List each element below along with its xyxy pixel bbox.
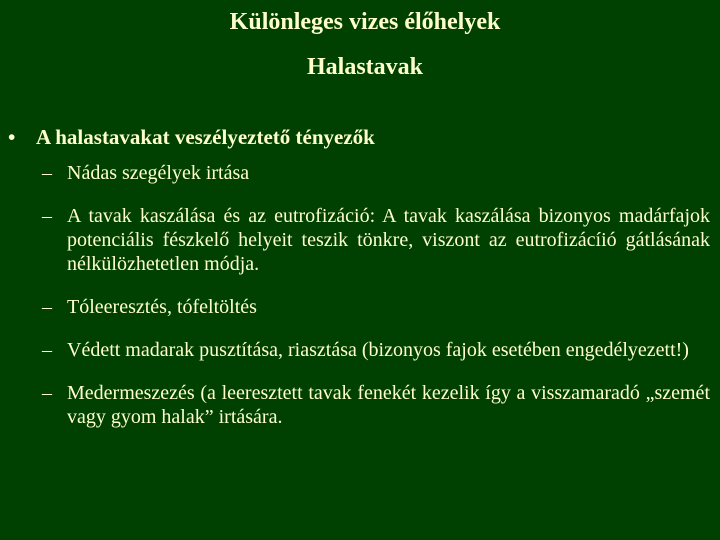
sub-bullet-text: A tavak kaszálása és az eutrofizáció: A tavak kaszálása bizonyos madárfajok potenciális fészkelő helyeit teszik tönkre, viszont az eutrofizácíió gátlásának nélkülözhetetlen módja. [67,205,710,275]
sub-bullet-text: Nádas szegélyek irtása [67,162,250,184]
dash-icon: – [42,205,52,227]
sub-bullet-text: Medermeszezés (a leeresztett tavak fenekét kezelik így a visszamaradó „szemét vagy gyom halak” irtására. [67,382,710,428]
slide-subtitle: Halastavak [306,54,423,80]
sub-bullet-item [42,381,710,429]
dash-icon: – [42,339,52,361]
main-bullet-text: A halastavakat veszélyeztető tényezők [36,125,375,149]
sub-bullet-list [42,161,710,448]
sub-bullet-item [42,204,710,276]
slide-title: Különleges vizes élőhelyek [229,9,501,35]
sub-bullet-item [42,338,710,362]
dash-icon: – [42,162,52,184]
sub-bullet-item [42,295,710,319]
sub-bullet-text: Védett madarak pusztítása, riasztása (bizonyos fajok esetében engedélyezett!) [67,339,689,361]
sub-bullet-text: Tóleeresztés, tófeltöltés [67,296,257,318]
dash-icon: – [42,382,52,404]
dash-icon: – [42,296,52,318]
bullet-icon: • [8,125,16,149]
sub-bullet-item [42,161,710,185]
main-bullet [8,124,375,150]
